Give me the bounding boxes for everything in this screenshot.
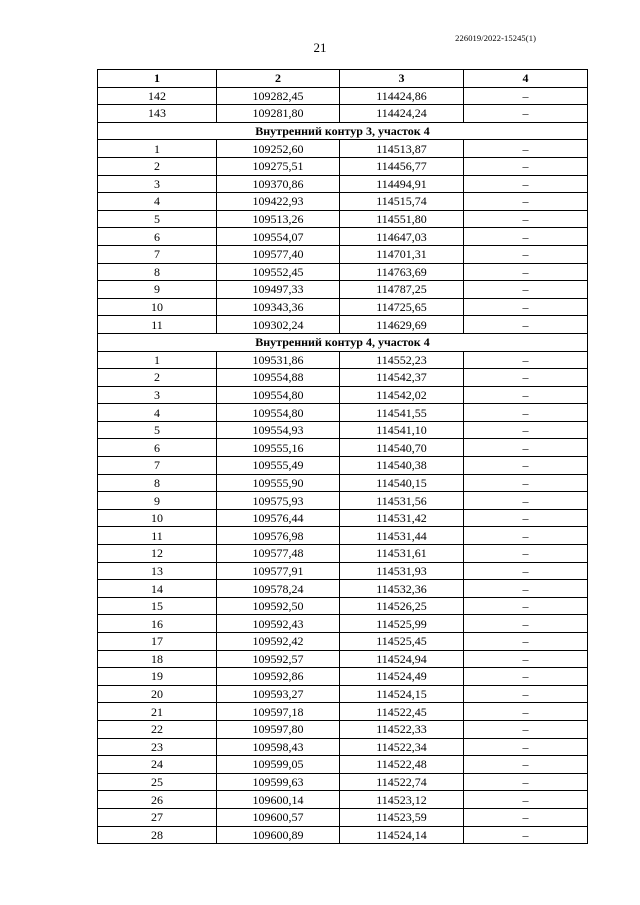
x-coordinate: 109593,27 [217,685,340,703]
y-coordinate: 114523,12 [340,791,464,809]
note-cell: – [464,439,588,457]
y-coordinate: 114540,38 [340,457,464,475]
note-cell: – [464,351,588,369]
point-number: 9 [98,281,217,299]
note-cell: – [464,316,588,334]
y-coordinate: 114515,74 [340,193,464,211]
table-row [98,474,588,492]
point-number: 1 [98,140,217,158]
x-coordinate: 109555,16 [217,439,340,457]
table-row [98,527,588,545]
note-cell: – [464,210,588,228]
x-coordinate: 109599,63 [217,773,340,791]
table-row [98,492,588,510]
note-cell: – [464,808,588,826]
x-coordinate: 109576,44 [217,509,340,527]
document-id: 226019/2022-15245(1) [455,33,536,43]
note-cell: – [464,457,588,475]
note-cell: – [464,492,588,510]
x-coordinate: 109592,57 [217,650,340,668]
point-number: 10 [98,509,217,527]
x-coordinate: 109577,40 [217,245,340,263]
table-row [98,703,588,721]
note-cell: – [464,263,588,281]
table-row [98,105,588,123]
point-number: 23 [98,738,217,756]
note-cell: – [464,826,588,844]
table-row [98,738,588,756]
point-number: 5 [98,210,217,228]
note-cell: – [464,738,588,756]
x-coordinate: 109370,86 [217,175,340,193]
x-coordinate: 109598,43 [217,738,340,756]
table-row [98,545,588,563]
table-row [98,421,588,439]
point-number: 4 [98,193,217,211]
table-row [98,245,588,263]
y-coordinate: 114540,15 [340,474,464,492]
point-number: 5 [98,421,217,439]
y-coordinate: 114725,65 [340,298,464,316]
x-coordinate: 109552,45 [217,263,340,281]
point-number: 143 [98,105,217,123]
section-header-row [98,122,588,140]
y-coordinate: 114513,87 [340,140,464,158]
note-cell: – [464,791,588,809]
table-row [98,633,588,651]
x-coordinate: 109592,50 [217,597,340,615]
y-coordinate: 114424,24 [340,105,464,123]
y-coordinate: 114525,99 [340,615,464,633]
x-coordinate: 109577,91 [217,562,340,580]
y-coordinate: 114524,15 [340,685,464,703]
table-row [98,404,588,422]
note-cell: – [464,597,588,615]
table-row [98,193,588,211]
table-row [98,773,588,791]
y-coordinate: 114532,36 [340,580,464,598]
x-coordinate: 109592,43 [217,615,340,633]
table-row [98,597,588,615]
point-number: 4 [98,404,217,422]
y-coordinate: 114456,77 [340,157,464,175]
y-coordinate: 114531,61 [340,545,464,563]
y-coordinate: 114494,91 [340,175,464,193]
table-row [98,210,588,228]
y-coordinate: 114522,45 [340,703,464,721]
table-row [98,298,588,316]
note-cell: – [464,668,588,686]
note-cell: – [464,509,588,527]
table-row [98,175,588,193]
y-coordinate: 114541,10 [340,421,464,439]
point-number: 2 [98,157,217,175]
y-coordinate: 114701,31 [340,245,464,263]
y-coordinate: 114522,74 [340,773,464,791]
point-number: 18 [98,650,217,668]
table-row [98,457,588,475]
table-row [98,87,588,105]
note-cell: – [464,281,588,299]
note-cell: – [464,685,588,703]
note-cell: – [464,562,588,580]
point-number: 13 [98,562,217,580]
x-coordinate: 109343,36 [217,298,340,316]
y-coordinate: 114531,56 [340,492,464,510]
y-coordinate: 114531,93 [340,562,464,580]
point-number: 15 [98,597,217,615]
y-coordinate: 114522,33 [340,720,464,738]
y-coordinate: 114787,25 [340,281,464,299]
note-cell: – [464,773,588,791]
note-cell: – [464,545,588,563]
y-coordinate: 114524,49 [340,668,464,686]
point-number: 20 [98,685,217,703]
x-coordinate: 109302,24 [217,316,340,334]
table-row [98,685,588,703]
point-number: 3 [98,386,217,404]
x-coordinate: 109422,93 [217,193,340,211]
point-number: 2 [98,369,217,387]
x-coordinate: 109577,48 [217,545,340,563]
point-number: 26 [98,791,217,809]
table-row [98,808,588,826]
note-cell: – [464,615,588,633]
table-row [98,720,588,738]
table-body [98,87,588,844]
column-header: 2 [217,70,340,88]
x-coordinate: 109554,93 [217,421,340,439]
point-number: 8 [98,263,217,281]
note-cell: – [464,527,588,545]
x-coordinate: 109531,86 [217,351,340,369]
table-row [98,263,588,281]
table-row [98,386,588,404]
point-number: 6 [98,439,217,457]
y-coordinate: 114541,55 [340,404,464,422]
point-number: 8 [98,474,217,492]
x-coordinate: 109597,80 [217,720,340,738]
y-coordinate: 114542,37 [340,369,464,387]
point-number: 11 [98,527,217,545]
column-header: 1 [98,70,217,88]
point-number: 21 [98,703,217,721]
point-number: 10 [98,298,217,316]
point-number: 27 [98,808,217,826]
section-title: Внутренний контур 4, участок 4 [98,333,588,351]
page-number: 21 [313,40,327,55]
y-coordinate: 114629,69 [340,316,464,334]
note-cell: – [464,157,588,175]
x-coordinate: 109592,86 [217,668,340,686]
table-row [98,281,588,299]
table-row [98,791,588,809]
table-row [98,668,588,686]
table-header-row [98,70,588,88]
point-number: 12 [98,545,217,563]
note-cell: – [464,245,588,263]
point-number: 24 [98,756,217,774]
table-row [98,650,588,668]
x-coordinate: 109576,98 [217,527,340,545]
column-header: 3 [340,70,464,88]
x-coordinate: 109600,14 [217,791,340,809]
y-coordinate: 114531,44 [340,527,464,545]
coordinates-table [97,69,588,844]
note-cell: – [464,650,588,668]
note-cell: – [464,421,588,439]
point-number: 22 [98,720,217,738]
note-cell: – [464,580,588,598]
x-coordinate: 109599,05 [217,756,340,774]
note-cell: – [464,193,588,211]
point-number: 9 [98,492,217,510]
y-coordinate: 114552,23 [340,351,464,369]
x-coordinate: 109554,88 [217,369,340,387]
point-number: 1 [98,351,217,369]
note-cell: – [464,369,588,387]
table-row [98,369,588,387]
note-cell: – [464,175,588,193]
y-coordinate: 114522,34 [340,738,464,756]
table-row [98,439,588,457]
note-cell: – [464,756,588,774]
x-coordinate: 109575,93 [217,492,340,510]
x-coordinate: 109513,26 [217,210,340,228]
note-cell: – [464,298,588,316]
table-row [98,826,588,844]
y-coordinate: 114524,14 [340,826,464,844]
point-number: 17 [98,633,217,651]
x-coordinate: 109555,90 [217,474,340,492]
note-cell: – [464,404,588,422]
x-coordinate: 109554,07 [217,228,340,246]
point-number: 14 [98,580,217,598]
x-coordinate: 109554,80 [217,386,340,404]
y-coordinate: 114647,03 [340,228,464,246]
x-coordinate: 109592,42 [217,633,340,651]
point-number: 142 [98,87,217,105]
y-coordinate: 114525,45 [340,633,464,651]
point-number: 6 [98,228,217,246]
table-row [98,157,588,175]
table-row [98,351,588,369]
table-row [98,228,588,246]
y-coordinate: 114522,48 [340,756,464,774]
note-cell: – [464,140,588,158]
section-header-row [98,333,588,351]
table-row [98,316,588,334]
x-coordinate: 109600,89 [217,826,340,844]
table-row [98,580,588,598]
x-coordinate: 109281,80 [217,105,340,123]
note-cell: – [464,633,588,651]
y-coordinate: 114531,42 [340,509,464,527]
x-coordinate: 109597,18 [217,703,340,721]
note-cell: – [464,228,588,246]
note-cell: – [464,474,588,492]
note-cell: – [464,87,588,105]
point-number: 11 [98,316,217,334]
x-coordinate: 109554,80 [217,404,340,422]
section-title: Внутренний контур 3, участок 4 [98,122,588,140]
y-coordinate: 114524,94 [340,650,464,668]
note-cell: – [464,105,588,123]
table-row [98,509,588,527]
x-coordinate: 109555,49 [217,457,340,475]
point-number: 3 [98,175,217,193]
note-cell: – [464,703,588,721]
point-number: 28 [98,826,217,844]
point-number: 7 [98,245,217,263]
column-header: 4 [464,70,588,88]
y-coordinate: 114424,86 [340,87,464,105]
y-coordinate: 114763,69 [340,263,464,281]
note-cell: – [464,720,588,738]
y-coordinate: 114551,80 [340,210,464,228]
point-number: 19 [98,668,217,686]
x-coordinate: 109282,45 [217,87,340,105]
x-coordinate: 109275,51 [217,157,340,175]
x-coordinate: 109578,24 [217,580,340,598]
point-number: 7 [98,457,217,475]
y-coordinate: 114526,25 [340,597,464,615]
table-row [98,562,588,580]
table-row [98,140,588,158]
x-coordinate: 109252,60 [217,140,340,158]
point-number: 25 [98,773,217,791]
note-cell: – [464,386,588,404]
table-row [98,756,588,774]
table-row [98,615,588,633]
y-coordinate: 114523,59 [340,808,464,826]
x-coordinate: 109600,57 [217,808,340,826]
x-coordinate: 109497,33 [217,281,340,299]
point-number: 16 [98,615,217,633]
y-coordinate: 114540,70 [340,439,464,457]
y-coordinate: 114542,02 [340,386,464,404]
